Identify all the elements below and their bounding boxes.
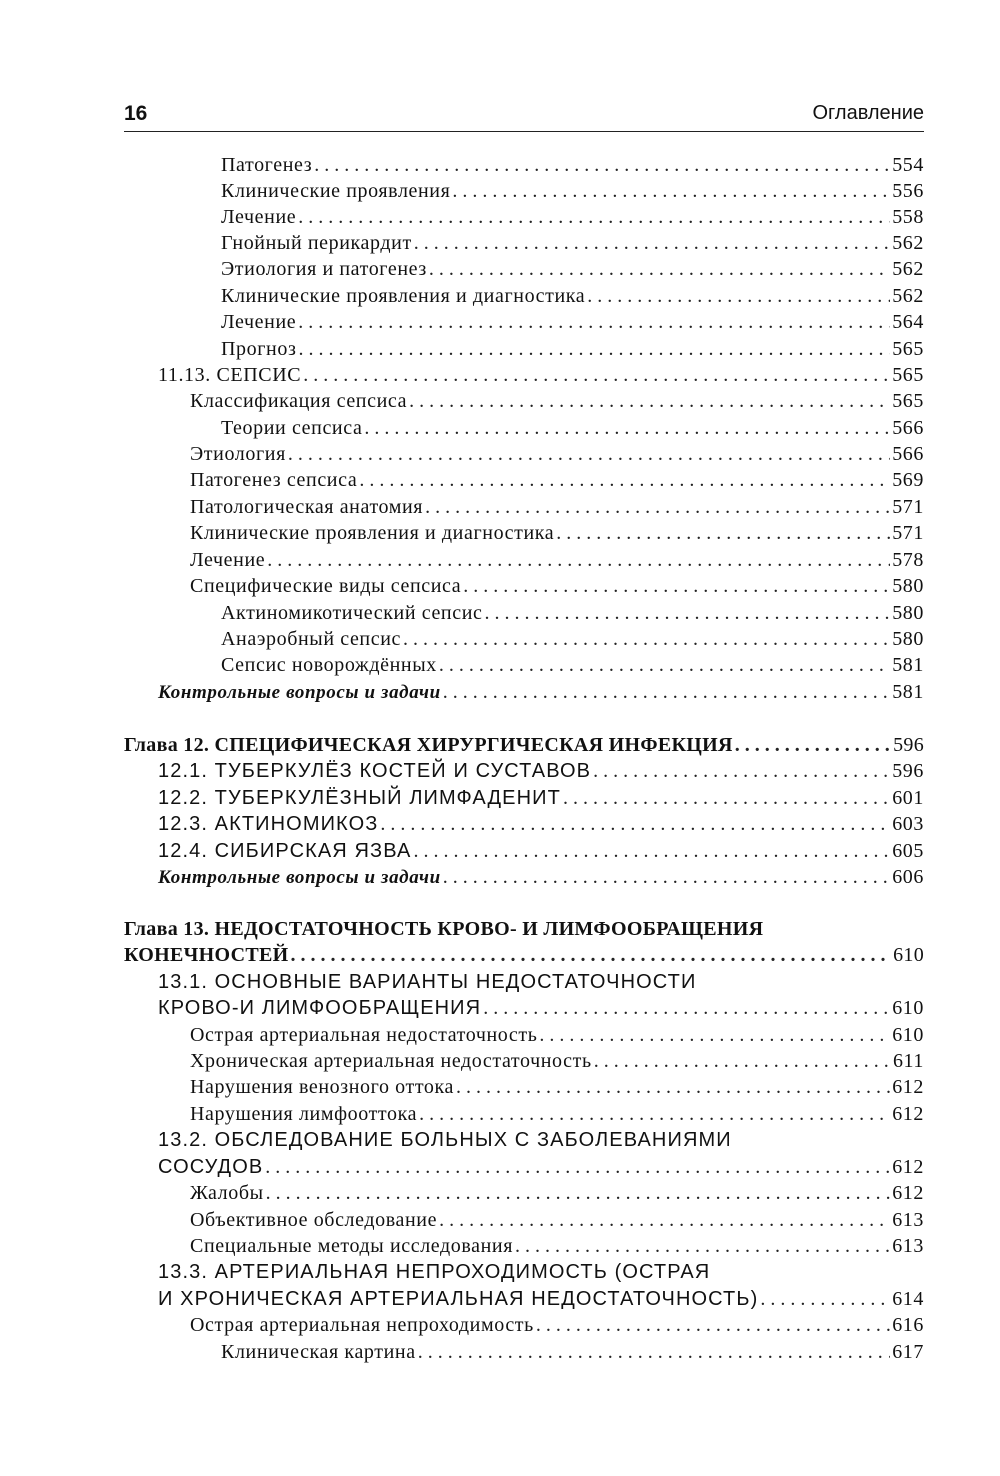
page-header [124,100,924,130]
page-ref: 617 [892,1341,924,1363]
toc-entry[interactable]: Клинические проявления и диагностика . . . 562 [221,283,924,309]
dot-leader [463,573,890,599]
page-ref: 601 [892,787,924,809]
page-ref: 596 [892,760,924,782]
dot-leader [403,626,890,652]
dot-leader [439,1207,890,1233]
toc-chapter-13[interactable]: КОНЕЧНОСТЕЙ . . . 610 [124,942,924,968]
page-number: 16 [124,102,148,125]
toc-entry-section[interactable]: СОСУДОВ . . . 612 [158,1154,924,1180]
page-ref: 606 [892,866,924,888]
dot-leader [409,388,890,414]
dot-leader [439,652,890,678]
toc-entry[interactable]: Клиническая картина . . . 617 [221,1339,924,1365]
page-ref: 596 [893,734,924,756]
dot-leader [413,838,890,864]
dot-leader [314,152,890,178]
toc-entry[interactable]: Патологическая анатомия . . . 571 [190,494,924,520]
page-ref: 612 [892,1076,924,1098]
header-rule [124,131,924,132]
page-ref: 611 [892,1050,924,1072]
toc-entry[interactable]: Этиология . . . 566 [190,441,924,467]
toc-entry[interactable]: Актиномикотический сепсис . . . 580 [221,600,924,626]
toc-entry[interactable]: Специфические виды сепсиса . . . 580 [190,573,924,599]
toc-entry[interactable]: Объективное обследование . . . 613 [190,1207,924,1233]
toc-entry[interactable]: Клинические проявления и диагностика . . . 571 [190,520,924,546]
page-ref: 581 [892,654,924,676]
page-ref: 569 [892,469,924,491]
page-ref: 610 [892,1024,924,1046]
page-ref: 616 [892,1314,924,1336]
page-ref: 581 [892,681,924,703]
dot-leader [556,520,890,546]
page-ref: 554 [892,154,924,176]
toc-entry-section[interactable]: 11.13. СЕПСИС . . . 565 [158,362,924,388]
dot-leader [414,230,890,256]
toc-entry[interactable]: Клинические проявления . . . 556 [221,178,924,204]
dot-leader [563,785,890,811]
toc-entry[interactable]: Острая артериальная непроходимость . . . 616 [190,1312,924,1338]
dot-leader [443,679,890,705]
running-head: Оглавление [812,102,924,124]
dot-leader [760,1286,890,1312]
page-ref: 562 [892,232,924,254]
dot-leader [425,494,890,520]
dot-leader [485,600,891,626]
page-ref: 612 [892,1182,924,1204]
toc-entry[interactable]: Патогенез . . . 554 [221,152,924,178]
toc-entry-section[interactable]: КРОВО-И ЛИМФООБРАЩЕНИЯ . . . 610 [158,995,924,1021]
toc-entry-review-questions[interactable]: Контрольные вопросы и задачи . . . 581 [158,679,924,706]
dot-leader [380,811,890,837]
toc-entry[interactable]: Лечение . . . 564 [221,309,924,335]
page-ref: 614 [892,1288,924,1310]
page-ref: 612 [892,1156,924,1178]
toc-section-line1: 13.1. ОСНОВНЫЕ ВАРИАНТЫ НЕДОСТАТОЧНОСТИ [158,971,697,993]
page-ref: 612 [892,1103,924,1125]
dot-leader [593,758,890,784]
toc-entry-section[interactable]: 12.4. СИБИРСКАЯ ЯЗВА . . . 605 [158,838,924,864]
dot-leader [515,1233,890,1259]
toc-chapter-12[interactable]: Глава 12. СПЕЦИФИЧЕСКАЯ ХИРУРГИЧЕСКАЯ ИНФЕКЦИЯ . . . 596 [124,732,924,758]
dot-leader [456,1074,890,1100]
toc-entry[interactable]: Хроническая артериальная недостаточность . . . 611 [190,1048,924,1074]
toc-entry-section[interactable]: 12.2. ТУБЕРКУЛЁЗНЫЙ ЛИМФАДЕНИТ . . . 601 [158,785,924,811]
page-ref: 578 [892,549,924,571]
dot-leader [419,1101,890,1127]
toc-entry[interactable]: Прогноз . . . 565 [221,336,924,362]
dot-leader [429,256,890,282]
page-ref: 580 [892,602,924,624]
page-ref: 566 [892,417,924,439]
dot-leader [536,1312,890,1338]
toc-entry[interactable]: Острая артериальная недостаточность . . . 610 [190,1022,924,1048]
page-ref: 580 [892,628,924,650]
dot-leader [298,309,890,335]
page-ref: 613 [892,1209,924,1231]
toc-entry[interactable]: Лечение . . . 558 [221,204,924,230]
toc-entry[interactable]: Лечение . . . 578 [190,547,924,573]
toc-entry[interactable]: Гнойный перикардит . . . 562 [221,230,924,256]
page-ref: 571 [892,522,924,544]
page-ref: 565 [892,364,924,386]
page-ref: 613 [892,1235,924,1257]
page-ref: 564 [892,311,924,333]
toc-entry[interactable]: Специальные методы исследования . . . 613 [190,1233,924,1259]
page-ref: 610 [893,944,924,966]
toc-entry[interactable]: Теории сепсиса . . . 566 [221,415,924,441]
toc-entry-review-questions[interactable]: Контрольные вопросы и задачи . . . 606 [158,864,924,891]
page-ref: 580 [892,575,924,597]
dot-leader [288,441,890,467]
page-ref: 565 [892,338,924,360]
page-ref: 565 [892,390,924,412]
toc-entry[interactable]: Сепсис новорождённых . . . 581 [221,652,924,678]
page-ref: 610 [892,997,924,1019]
dot-leader [298,204,890,230]
dot-leader [303,362,890,388]
page-ref: 558 [892,206,924,228]
toc-entry-section[interactable]: 12.3. АКТИНОМИКОЗ . . . 603 [158,811,924,837]
toc-entry[interactable]: Анаэробный сепсис . . . 580 [221,626,924,652]
toc-entry[interactable]: Этиология и патогенез . . . 562 [221,256,924,282]
dot-leader [452,178,890,204]
dot-leader [587,283,890,309]
toc-section-line1: 13.3. АРТЕРИАЛЬНАЯ НЕПРОХОДИМОСТЬ (ОСТРАЯ [158,1261,711,1283]
toc-entry[interactable]: Жалобы . . . 612 [190,1180,924,1206]
page-ref: 556 [892,180,924,202]
page-ref: 605 [892,840,924,862]
toc-entry-section[interactable]: 12.1. ТУБЕРКУЛЁЗ КОСТЕЙ И СУСТАВОВ . . . 596 [158,758,924,784]
dot-leader [364,415,890,441]
dot-leader [539,1022,890,1048]
toc-entry[interactable]: Нарушения лимфооттока . . . 612 [190,1101,924,1127]
dot-leader [735,732,891,758]
toc-entry[interactable]: Патогенез сепсиса . . . 569 [190,467,924,493]
dot-leader [267,547,890,573]
toc-entry[interactable]: Нарушения венозного оттока . . . 612 [190,1074,924,1100]
dot-leader [290,942,891,968]
page-ref: 562 [892,258,924,280]
dot-leader [298,336,890,362]
toc-section-line1: 13.2. ОБСЛЕДОВАНИЕ БОЛЬНЫХ С ЗАБОЛЕВАНИЯМИ [158,1129,732,1151]
page-ref: 603 [892,813,924,835]
page-ref: 571 [892,496,924,518]
dot-leader [359,467,890,493]
dot-leader [266,1180,891,1206]
dot-leader [594,1048,891,1074]
toc-entry-section[interactable]: И ХРОНИЧЕСКАЯ АРТЕРИАЛЬНАЯ НЕДОСТАТОЧНОСТЬ) . . . 614 [158,1286,924,1312]
toc-entry[interactable]: Классификация сепсиса . . . 565 [190,388,924,414]
dot-leader [443,864,890,890]
dot-leader [265,1154,890,1180]
dot-leader [483,995,890,1021]
dot-leader [418,1339,891,1365]
toc-chapter-13-line1: Глава 13. НЕДОСТАТОЧНОСТЬ КРОВО- И ЛИМФООБРАЩЕНИЯ [124,918,764,940]
page-ref: 566 [892,443,924,465]
page-ref: 562 [892,285,924,307]
